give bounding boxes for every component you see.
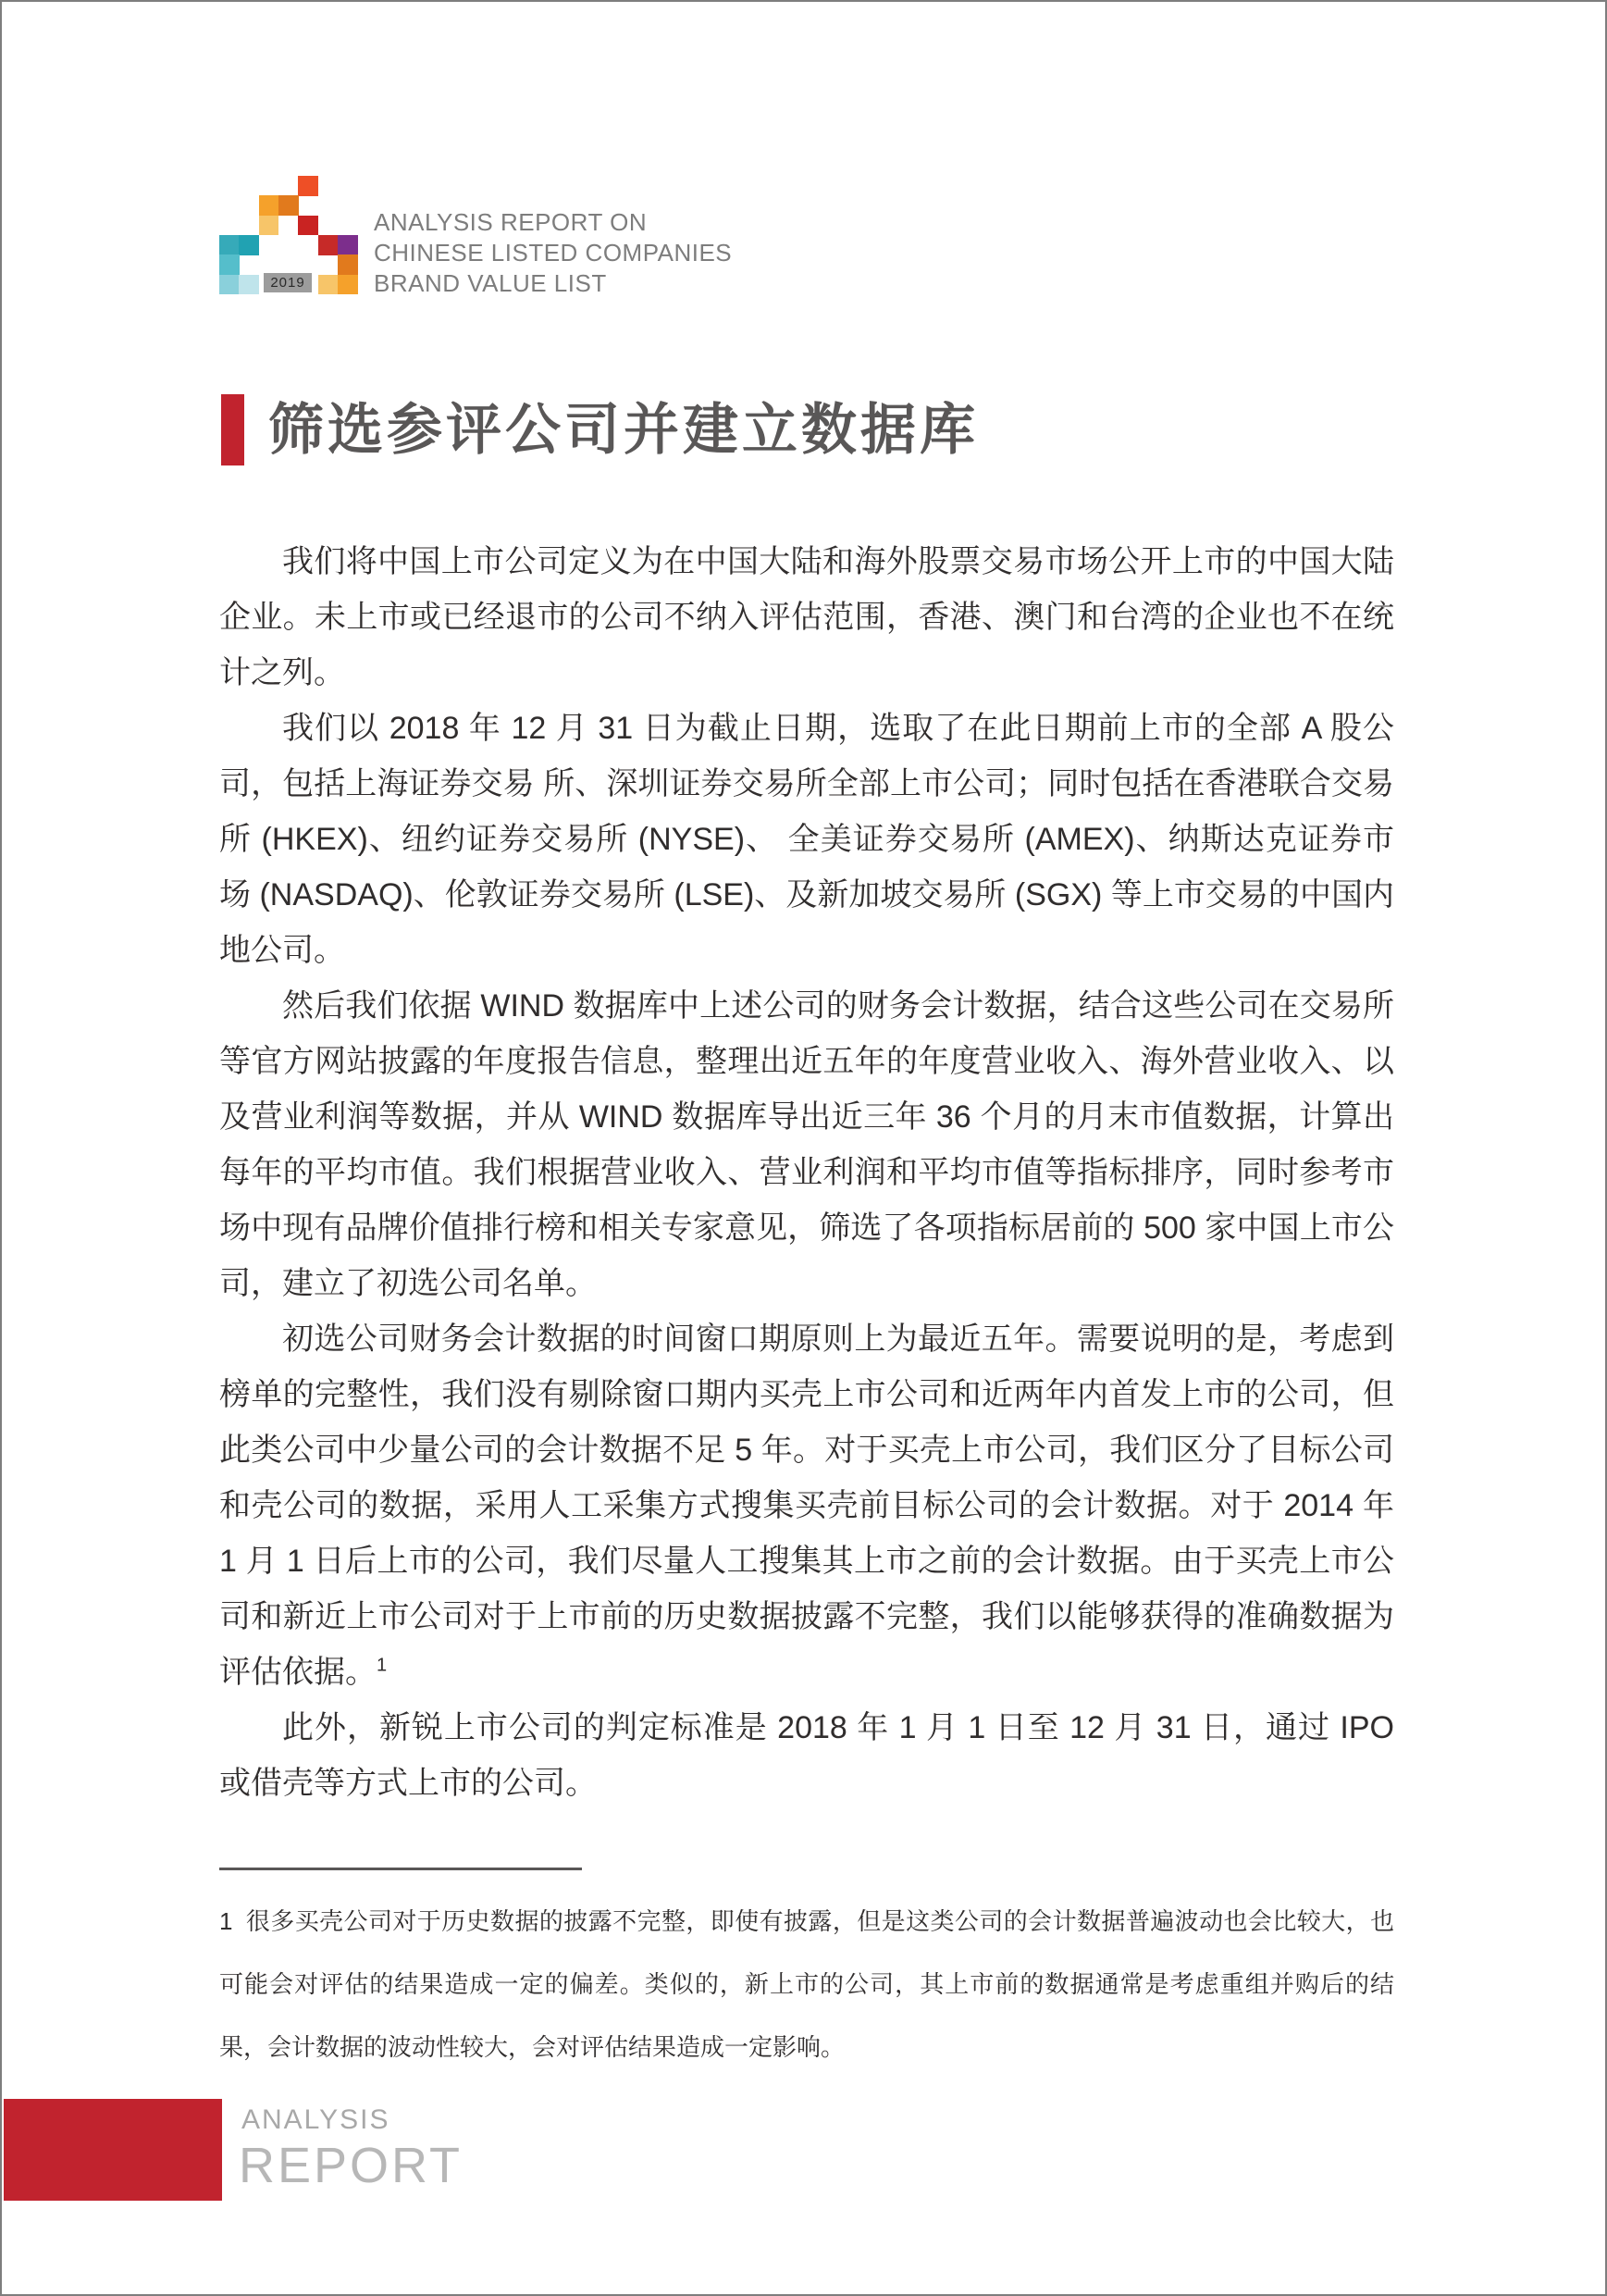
logo-square <box>239 235 259 255</box>
logo-title-line-2: CHINESE LISTED COMPANIES <box>374 239 733 267</box>
body-text <box>219 534 1394 1811</box>
logo-year-badge: 2019 <box>264 273 312 292</box>
logo-title <box>374 207 732 299</box>
logo-square <box>239 275 259 295</box>
logo-title-line-1: ANALYSIS REPORT ON <box>374 208 648 236</box>
footnote-text: 很多买壳公司对于历史数据的披露不完整，即使有披露，但是这类公司的会计数据普遍波动也会比较大，也可能会对评估的结果造成一定的偏差。类似的，新上市的公司，其上市前的数据通常是考虑重组并购后的结果，会计数据的波动性较大，会对评估结果造成一定影响。 <box>219 1907 1394 2061</box>
logo-square <box>338 235 358 255</box>
logo-square <box>219 275 240 295</box>
logo-square <box>318 275 339 295</box>
logo-square <box>298 216 318 236</box>
logo-square <box>219 254 240 275</box>
logo-square <box>259 216 279 236</box>
logo-square <box>298 176 318 196</box>
footnote <box>219 1890 1394 2079</box>
paragraph: 此外，新锐上市公司的判定标准是 2018 年 1 月 1 日至 12 月 31 日，通过 IPO 或借壳等方式上市的公司。 <box>219 1710 1394 1801</box>
paragraph: 我们以 2018 年 12 月 31 日为截止日期，选取了在此日期前上市的全部 A 股公司，包括上海证券交易 所、深圳证券交易所全部上市公司；同时包括在香港联合交易所 (HKEX)、纽约证券交易所 (NYSE)、 全美证券交易所 (AMEX)、纳斯达克证券市场 (NASDAQ)、伦敦证券交易所 (LSE)、及新加坡交易所 (SGX) 等上市交易的中国内地公司。 <box>219 711 1394 968</box>
footer-red-block <box>4 2099 222 2201</box>
logo-square <box>219 235 240 255</box>
logo-square <box>318 235 339 255</box>
logo-square <box>259 195 279 216</box>
page-title: 筛选参评公司并建立数据库 <box>268 399 979 461</box>
footnote-marker: 1 <box>219 1907 233 1935</box>
heading-accent-bar <box>221 394 244 465</box>
footnote-separator <box>219 1868 582 1870</box>
logo-square <box>338 275 358 295</box>
logo-title-line-3: BRAND VALUE LIST <box>374 269 607 297</box>
footer-report-label: REPORT <box>239 2138 464 2193</box>
logo-square <box>338 254 358 275</box>
footer-analysis-label: ANALYSIS <box>241 2104 390 2135</box>
paragraph: 初选公司财务会计数据的时间窗口期原则上为最近五年。需要说明的是，考虑到榜单的完整性，我们没有剔除窗口期内买壳上市公司和近两年内首发上市的公司，但此类公司中少量公司的会计数据不足 5 年。对于买壳上市公司，我们区分了目标公司和壳公司的数据，采用人工采集方式搜集买壳前目标公司的会计数据。对于 2014 年 1 月 1 日后上市的公司，我们尽量人工搜集其上市之前的会计数据。由于买壳上市公司和新近上市公司对于上市前的历史数据披露不完整，我们以能够获得的准确数据为评估依据。$^1$ <box>219 1322 1394 1690</box>
footnote-superscript: 1 <box>377 1655 388 1676</box>
paragraph: 然后我们依据 WIND 数据库中上述公司的财务会计数据，结合这些公司在交易所等官方网站披露的年度报告信息，整理出近五年的年度营业收入、海外营业收入、以及营业利润等数据，并从 WIND 数据库导出近三年 36 个月的月末市值数据，计算出每年的平均市值。我们根据营业收入、营业利润和平均市值等指标排序，同时参考市场中现有品牌价值排行榜和相关专家意见，筛选了各项指标居前的 500 家中国上市公司，建立了初选公司名单。 <box>219 988 1394 1301</box>
paragraph: 我们将中国上市公司定义为在中国大陆和海外股票交易市场公开上市的中国大陆企业。未上市或已经退市的公司不纳入评估范围，香港、澳门和台湾的企业也不在统计之列。 <box>219 544 1394 690</box>
logo-square <box>278 195 299 216</box>
